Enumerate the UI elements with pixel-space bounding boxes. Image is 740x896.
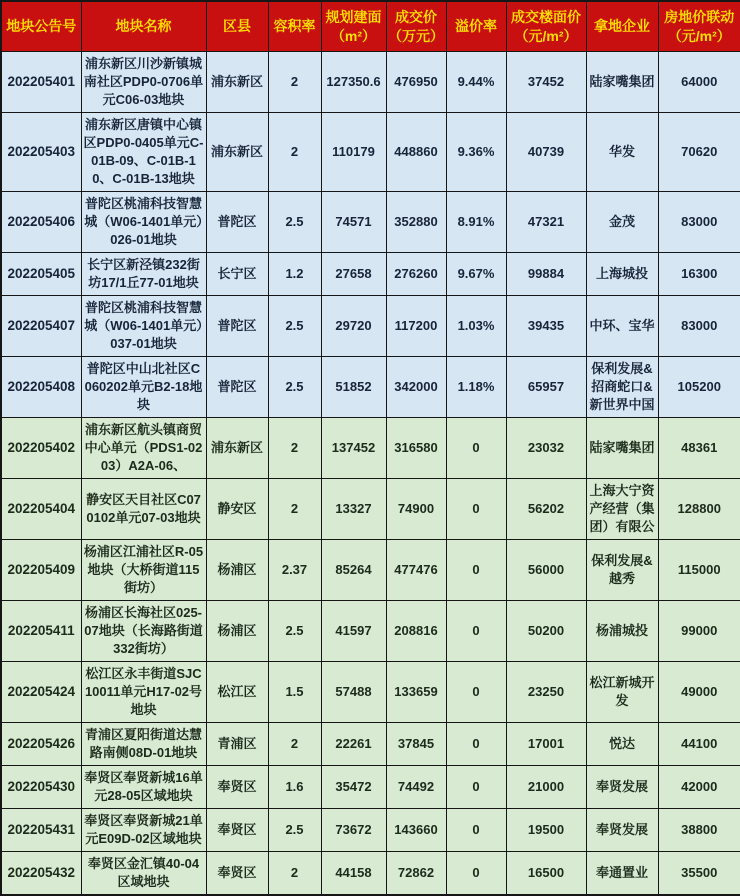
- cell-premium: 9.36%: [446, 113, 506, 192]
- cell-far: 1.6: [268, 766, 321, 809]
- cell-company: 陆家嘴集团: [586, 52, 658, 113]
- cell-price: 74900: [386, 479, 446, 540]
- cell-company: 保利发展&越秀: [586, 540, 658, 601]
- cell-area: 110179: [321, 113, 386, 192]
- table-row: [1, 766, 740, 809]
- column-header-id: 地块公告号: [1, 1, 81, 52]
- column-header-area: 规划建面（m²）: [321, 1, 386, 52]
- cell-id: 202205403: [1, 113, 81, 192]
- cell-id: 202205404: [1, 479, 81, 540]
- column-header-linkage: 房地价联动（元/m²）: [658, 1, 740, 52]
- table-body: [1, 52, 740, 896]
- cell-district: 青浦区: [206, 723, 268, 766]
- cell-linkage: 99000: [658, 601, 740, 662]
- cell-name: 静安区天目社区C070102单元07-03地块: [81, 479, 206, 540]
- cell-premium: 9.67%: [446, 253, 506, 296]
- cell-linkage: 35500: [658, 852, 740, 896]
- cell-id: 202205406: [1, 192, 81, 253]
- cell-linkage: 16300: [658, 253, 740, 296]
- cell-premium: 0: [446, 662, 506, 723]
- cell-company: 奉贤发展: [586, 766, 658, 809]
- cell-district: 静安区: [206, 479, 268, 540]
- cell-far: 2: [268, 723, 321, 766]
- cell-far: 2.5: [268, 192, 321, 253]
- table-row: [1, 52, 740, 113]
- cell-area: 74571: [321, 192, 386, 253]
- cell-price: 477476: [386, 540, 446, 601]
- cell-area: 29720: [321, 296, 386, 357]
- cell-district: 浦东新区: [206, 52, 268, 113]
- cell-linkage: 128800: [658, 479, 740, 540]
- cell-company: 杨浦城投: [586, 601, 658, 662]
- column-header-price: 成交价（万元）: [386, 1, 446, 52]
- cell-linkage: 48361: [658, 418, 740, 479]
- cell-area: 22261: [321, 723, 386, 766]
- cell-far: 2.37: [268, 540, 321, 601]
- column-header-district: 区县: [206, 1, 268, 52]
- cell-far: 2: [268, 418, 321, 479]
- cell-floor_price: 21000: [506, 766, 586, 809]
- cell-far: 1.5: [268, 662, 321, 723]
- column-header-floor_price: 成交楼面价（元/m²）: [506, 1, 586, 52]
- cell-premium: 0: [446, 540, 506, 601]
- cell-area: 85264: [321, 540, 386, 601]
- cell-price: 143660: [386, 809, 446, 852]
- cell-company: 中环、宝华: [586, 296, 658, 357]
- cell-district: 浦东新区: [206, 418, 268, 479]
- cell-name: 普陀区桃浦科技智慧城（W06-1401单元）026-01地块: [81, 192, 206, 253]
- table-row: [1, 357, 740, 418]
- cell-floor_price: 17001: [506, 723, 586, 766]
- cell-premium: 0: [446, 601, 506, 662]
- cell-premium: 1.03%: [446, 296, 506, 357]
- cell-district: 普陀区: [206, 192, 268, 253]
- cell-company: 松江新城开发: [586, 662, 658, 723]
- column-header-far: 容积率: [268, 1, 321, 52]
- table-row: [1, 540, 740, 601]
- cell-floor_price: 19500: [506, 809, 586, 852]
- cell-name: 青浦区夏阳街道达慧路南侧08D-01地块: [81, 723, 206, 766]
- cell-id: 202205431: [1, 809, 81, 852]
- table-row: [1, 723, 740, 766]
- cell-floor_price: 16500: [506, 852, 586, 896]
- table-row: [1, 192, 740, 253]
- cell-far: 1.2: [268, 253, 321, 296]
- cell-price: 448860: [386, 113, 446, 192]
- cell-premium: 0: [446, 479, 506, 540]
- cell-premium: 0: [446, 766, 506, 809]
- cell-area: 27658: [321, 253, 386, 296]
- cell-linkage: 64000: [658, 52, 740, 113]
- cell-floor_price: 40739: [506, 113, 586, 192]
- cell-area: 44158: [321, 852, 386, 896]
- cell-company: 悦达: [586, 723, 658, 766]
- cell-price: 352880: [386, 192, 446, 253]
- cell-floor_price: 23032: [506, 418, 586, 479]
- cell-id: 202205424: [1, 662, 81, 723]
- cell-price: 276260: [386, 253, 446, 296]
- cell-area: 13327: [321, 479, 386, 540]
- cell-linkage: 105200: [658, 357, 740, 418]
- cell-name: 浦东新区唐镇中心镇区PDP0-0405单元C-01B-09、C-01B-10、C-01B-13地块: [81, 113, 206, 192]
- cell-name: 奉贤区奉贤新城16单元28-05区域地块: [81, 766, 206, 809]
- cell-district: 奉贤区: [206, 766, 268, 809]
- cell-district: 杨浦区: [206, 601, 268, 662]
- cell-area: 57488: [321, 662, 386, 723]
- table-row: [1, 418, 740, 479]
- cell-name: 奉贤区金汇镇40-04区域地块: [81, 852, 206, 896]
- cell-company: 上海大宁资产经营（集团）有限公: [586, 479, 658, 540]
- cell-floor_price: 23250: [506, 662, 586, 723]
- cell-premium: 0: [446, 418, 506, 479]
- cell-name: 普陀区桃浦科技智慧城（W06-1401单元）037-01地块: [81, 296, 206, 357]
- cell-id: 202205408: [1, 357, 81, 418]
- cell-district: 奉贤区: [206, 852, 268, 896]
- cell-premium: 9.44%: [446, 52, 506, 113]
- cell-price: 476950: [386, 52, 446, 113]
- table-row: [1, 479, 740, 540]
- cell-linkage: 44100: [658, 723, 740, 766]
- cell-price: 72862: [386, 852, 446, 896]
- table-row: [1, 601, 740, 662]
- cell-company: 奉贤发展: [586, 809, 658, 852]
- cell-linkage: 83000: [658, 296, 740, 357]
- cell-far: 2.5: [268, 296, 321, 357]
- table-header: [1, 1, 740, 52]
- table-row: [1, 662, 740, 723]
- cell-floor_price: 56202: [506, 479, 586, 540]
- cell-area: 41597: [321, 601, 386, 662]
- table-row: [1, 296, 740, 357]
- cell-name: 浦东新区川沙新镇城南社区PDP0-0706单元C06-03地块: [81, 52, 206, 113]
- cell-premium: 8.91%: [446, 192, 506, 253]
- cell-price: 133659: [386, 662, 446, 723]
- cell-id: 202205405: [1, 253, 81, 296]
- cell-id: 202205426: [1, 723, 81, 766]
- cell-district: 长宁区: [206, 253, 268, 296]
- cell-price: 208816: [386, 601, 446, 662]
- cell-floor_price: 47321: [506, 192, 586, 253]
- cell-price: 117200: [386, 296, 446, 357]
- cell-id: 202205402: [1, 418, 81, 479]
- cell-company: 上海城投: [586, 253, 658, 296]
- cell-floor_price: 39435: [506, 296, 586, 357]
- cell-area: 137452: [321, 418, 386, 479]
- cell-far: 2.5: [268, 809, 321, 852]
- cell-district: 普陀区: [206, 296, 268, 357]
- cell-floor_price: 99884: [506, 253, 586, 296]
- cell-area: 73672: [321, 809, 386, 852]
- cell-company: 华发: [586, 113, 658, 192]
- table-row: [1, 253, 740, 296]
- cell-linkage: 38800: [658, 809, 740, 852]
- cell-id: 202205401: [1, 52, 81, 113]
- cell-price: 37845: [386, 723, 446, 766]
- cell-name: 奉贤区奉贤新城21单元E09D-02区域地块: [81, 809, 206, 852]
- cell-id: 202205409: [1, 540, 81, 601]
- cell-id: 202205407: [1, 296, 81, 357]
- cell-company: 保利发展&招商蛇口&新世界中国: [586, 357, 658, 418]
- cell-far: 2.5: [268, 357, 321, 418]
- cell-district: 奉贤区: [206, 809, 268, 852]
- cell-company: 陆家嘴集团: [586, 418, 658, 479]
- cell-premium: 0: [446, 852, 506, 896]
- cell-district: 杨浦区: [206, 540, 268, 601]
- cell-linkage: 115000: [658, 540, 740, 601]
- cell-area: 35472: [321, 766, 386, 809]
- cell-price: 316580: [386, 418, 446, 479]
- cell-premium: 0: [446, 723, 506, 766]
- column-header-name: 地块名称: [81, 1, 206, 52]
- header-row: [1, 1, 740, 52]
- cell-far: 2.5: [268, 601, 321, 662]
- cell-far: 2: [268, 52, 321, 113]
- cell-name: 杨浦区江浦社区R-05地块（大桥街道115街坊）: [81, 540, 206, 601]
- cell-id: 202205411: [1, 601, 81, 662]
- cell-linkage: 49000: [658, 662, 740, 723]
- cell-far: 2: [268, 479, 321, 540]
- cell-name: 普陀区中山北社区C060202单元B2-18地块: [81, 357, 206, 418]
- cell-name: 杨浦区长海社区025-07地块（长海路街道332街坊）: [81, 601, 206, 662]
- cell-floor_price: 56000: [506, 540, 586, 601]
- cell-name: 浦东新区航头镇商贸中心单元（PDS1-0203）A2A-06、: [81, 418, 206, 479]
- cell-name: 长宁区新泾镇232街坊17/1丘77-01地块: [81, 253, 206, 296]
- cell-id: 202205432: [1, 852, 81, 896]
- cell-area: 127350.6: [321, 52, 386, 113]
- cell-linkage: 42000: [658, 766, 740, 809]
- cell-name: 松江区永丰街道SJC10011单元H17-02号地块: [81, 662, 206, 723]
- cell-floor_price: 50200: [506, 601, 586, 662]
- cell-linkage: 83000: [658, 192, 740, 253]
- cell-district: 松江区: [206, 662, 268, 723]
- cell-floor_price: 65957: [506, 357, 586, 418]
- cell-floor_price: 37452: [506, 52, 586, 113]
- cell-premium: 0: [446, 809, 506, 852]
- column-header-premium: 溢价率: [446, 1, 506, 52]
- cell-company: 奉通置业: [586, 852, 658, 896]
- cell-district: 普陀区: [206, 357, 268, 418]
- cell-far: 2: [268, 852, 321, 896]
- column-header-company: 拿地企业: [586, 1, 658, 52]
- cell-district: 浦东新区: [206, 113, 268, 192]
- table-row: [1, 852, 740, 896]
- table-row: [1, 113, 740, 192]
- cell-premium: 1.18%: [446, 357, 506, 418]
- cell-area: 51852: [321, 357, 386, 418]
- cell-far: 2: [268, 113, 321, 192]
- cell-id: 202205430: [1, 766, 81, 809]
- cell-company: 金茂: [586, 192, 658, 253]
- table-row: [1, 809, 740, 852]
- cell-linkage: 70620: [658, 113, 740, 192]
- cell-price: 74492: [386, 766, 446, 809]
- cell-price: 342000: [386, 357, 446, 418]
